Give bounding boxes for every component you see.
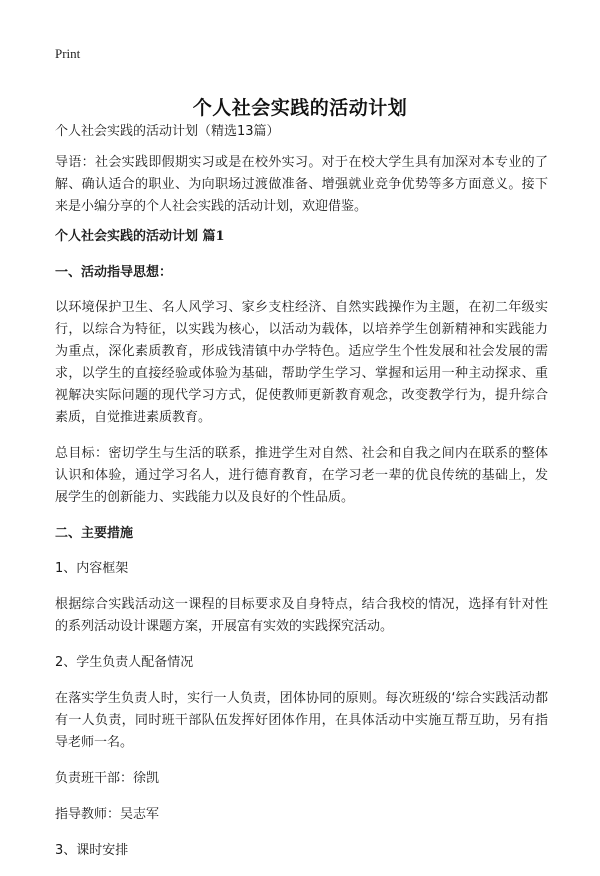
page-title: 个人社会实践的活动计划 [192,96,408,119]
item1-paragraph: 根据综合实践活动这一课程的目标要求及自身特点，结合我校的情况，选择有针对性的系列活动设计课题方案，开展富有实效的实践探究活动。 [55,597,548,634]
teacher-line: 指导教师：吴志军 [55,807,160,822]
print-link[interactable]: Print [55,46,81,61]
part1-paragraph-1: 以环境保护卫生、名人风学习、家乡支柱经济、自然实践操作为主题，在初二年级实行，以综合为特征，以实践为核心，以活动为载体，以培养学生创新精神和实践能力为重点，深化素质教育，形成钱清镇中办学特色。适应学生个性发展和社会发展的需求，以学生的直接经验或体验为基础，帮助学生学习、掌握和运用一种主动探求、重视解决实际问题的现代学习方式，促使教师更新教育观念，改变教学行为，提升综合素质，自觉推进素质教育。 [55,300,548,425]
leader-line: 负责班干部：徐凯 [55,771,160,786]
part2-heading: 二、主要措施 [55,526,134,541]
part1-paragraph-2: 总目标：密切学生与生活的联系，推进学生对自然、社会和自我之间内在联系的整体认识和体验，通过学习名人，进行德育教育，在学习老一辈的优良传统的基础上，发展学生的创新能力、实践能力以及良好的个性品质。 [55,446,548,505]
section-heading: 个人社会实践的活动计划 篇1 [55,229,225,244]
document-body [55,121,548,876]
document-subtitle: 个人社会实践的活动计划（精选13篇） [55,124,280,139]
item1-label: 1、内容框架 [55,561,129,576]
item3-label: 3、课时安排 [55,843,129,858]
intro-paragraph: 导语：社会实践即假期实习或是在校外实习。对于在校大学生具有加深对本专业的了解、确认适合的职业、为向职场过渡做准备、增强就业竞争优势等多方面意义。接下来是小编分享的个人社会实践的活动计划，欢迎借鉴。 [55,155,548,214]
item2-paragraph: 在落实学生负责人时，实行一人负责，团体协同的原则。每次班级的‘综合实践活动都有一人负责，同时班干部队伍发挥好团体作用，在具体活动中实施互帮互助，另有指导老师一名。 [55,691,548,750]
part1-heading: 一、活动指导思想： [55,265,173,280]
item2-label: 2、学生负责人配备情况 [55,655,194,670]
